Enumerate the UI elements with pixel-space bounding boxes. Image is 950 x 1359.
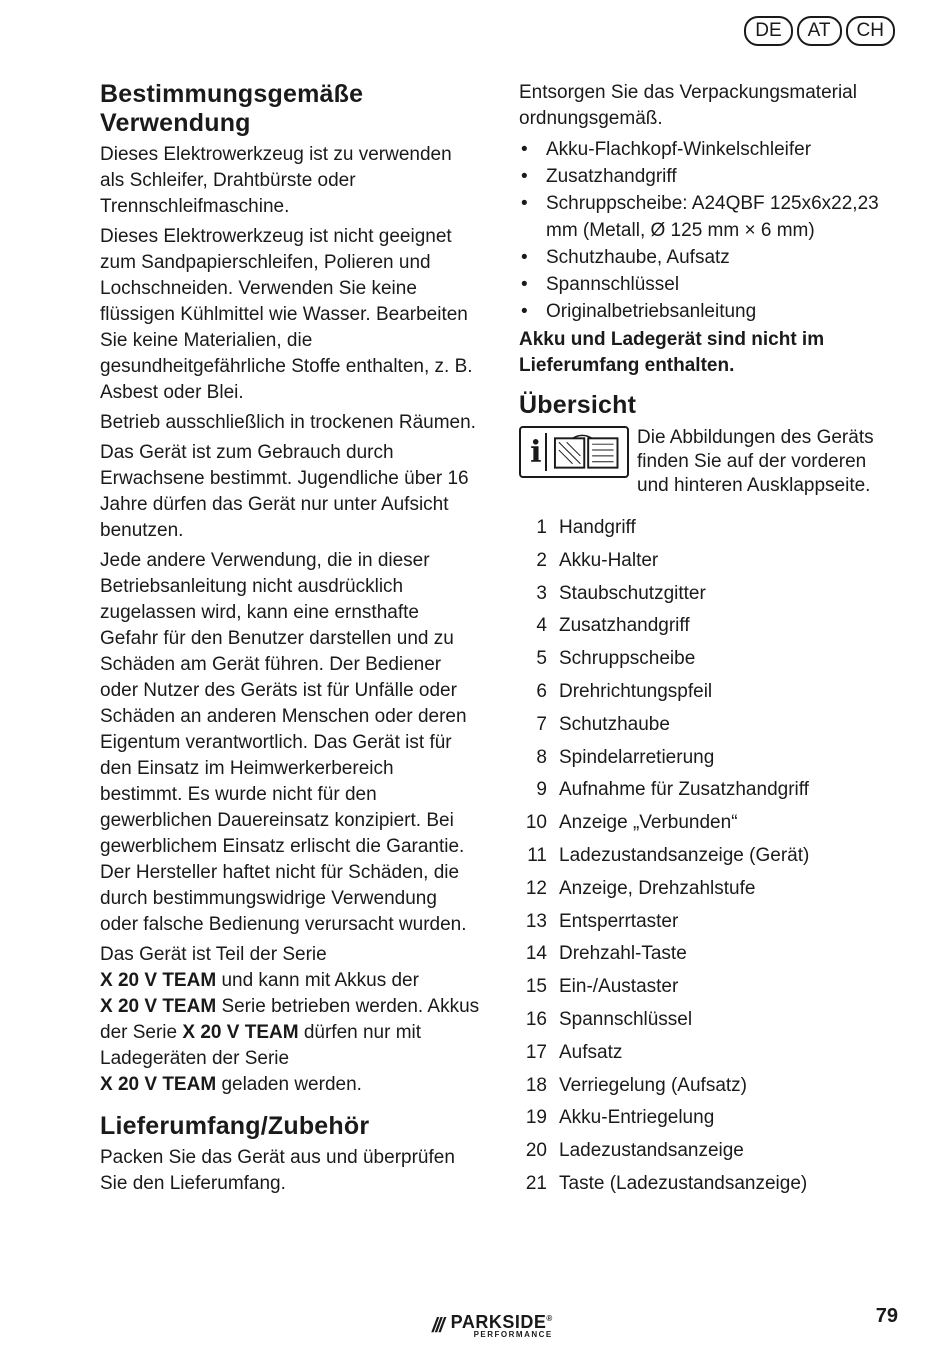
list-item: • Originalbetriebsanleitung [521,301,757,322]
part-number: 16 [525,1008,547,1030]
paragraph-dry-rooms: Betrieb ausschließlich in trockenen Räumen. [100,412,476,433]
delivery-list [519,136,899,325]
language-badges [744,16,895,46]
part-label: Drehrichtungspfeil [559,680,713,702]
part-number: 19 [525,1107,547,1129]
paragraph-use: Dieses Elektrowerkzeug ist zu verwenden als Schleifer, Drahtbürste oder Trennschleifmaschine. [100,144,452,217]
part-label: Ladezustandsanzeige [559,1140,744,1162]
paragraph-unpack: Packen Sie das Gerät aus und überprüfen Sie den Lieferumfang. [100,1147,455,1194]
part-number: 3 [536,582,547,604]
part-item [519,709,899,742]
part-item [519,938,899,971]
part-item [519,742,899,775]
list-item: • Spannschlüssel [521,274,680,295]
part-item [519,578,899,611]
series-name: X 20 V TEAM [100,996,217,1017]
part-item [519,1102,899,1135]
right-column [519,80,899,1201]
page-number: 79 [875,1305,898,1327]
part-item [519,610,899,643]
paragraph-not-suitable: Dieses Elektrowerkzeug ist nicht geeignet zum Sandpapierschleifen, Polieren und Lochschneiden. Verwenden Sie keine flüssigen Kühlmittel wie Wasser. Bearbeiten Sie keine Materialien, die gesundheitgefährliche Stoffe enthalten, z. B. Asbest oder Blei. [100,226,473,403]
part-item [519,1168,899,1201]
part-number: 12 [525,877,547,899]
part-label: Akku-Halter [559,549,659,571]
section-title-scope-of-delivery: Lieferumfang/Zubehör [100,1112,370,1140]
part-number: 7 [536,713,547,735]
series-name: X 20 V TEAM [182,1022,299,1043]
paragraph-dispose: Entsorgen Sie das Verpackungsmaterial ordnungsgemäß. [519,82,857,129]
part-label: Staubschutzgitter [559,582,706,604]
part-number: 4 [536,615,547,637]
part-label: Entsperrtaster [559,910,679,932]
part-label: Ein-/Austaster [559,976,679,998]
part-number: 5 [536,648,547,670]
part-label: Anzeige „Verbunden“ [559,812,738,834]
part-item [519,512,899,545]
logo-subline: PERFORMANCE [473,1330,553,1339]
logo-stripes-icon: /// [432,1314,443,1337]
part-item [519,1135,899,1168]
info-text: Die Abbildungen des Geräts finden Sie auf der vorderen und hinteren Ausklappseite. [637,427,874,496]
section-title-overview: Übersicht [519,391,637,419]
part-label: Schutzhaube [559,713,670,735]
part-label: Zusatzhandgriff [559,615,690,637]
badge-at: AT [797,16,842,46]
badge-ch: CH [846,16,895,46]
part-item [519,807,899,840]
part-number: 15 [525,976,547,998]
part-number: 11 [527,844,547,866]
part-label: Verriegelung (Aufsatz) [559,1074,747,1096]
part-number: 18 [525,1074,547,1096]
parts-list [519,512,899,1201]
parkside-logo: /// PARKSIDE® PERFORMANCE [432,1312,553,1339]
series-name: X 20 V TEAM [100,970,217,991]
left-column [100,80,480,1201]
part-item [519,1004,899,1037]
part-label: Schruppscheibe [559,648,696,670]
part-number: 9 [536,779,547,801]
part-number: 21 [525,1172,547,1194]
part-item [519,873,899,906]
part-label: Ladezustandsanzeige (Gerät) [559,844,810,866]
list-item: • Akku-Flachkopf-Winkelschleifer [521,139,812,160]
part-label: Spannschlüssel [559,1008,693,1030]
part-number: 14 [525,943,547,965]
list-item: • Zusatzhandgriff [521,166,677,187]
part-label: Aufnahme für Zusatzhandgriff [559,779,809,801]
part-number: 20 [525,1140,547,1162]
info-manual-icon: i [519,426,629,478]
part-number: 2 [536,549,547,571]
part-label: Spindelarretierung [559,746,715,768]
part-label: Taste (Ladezustandsanzeige) [559,1172,808,1194]
note-battery-not-included: Akku und Ladegerät sind nicht im Lieferumfang enthalten. [519,329,825,376]
part-item [519,676,899,709]
part-label: Drehzahl-Taste [559,943,687,965]
part-number: 6 [536,680,547,702]
part-item [519,840,899,873]
part-number: 1 [536,517,547,538]
part-number: 13 [525,910,547,932]
part-number: 8 [536,746,547,768]
part-item [519,1037,899,1070]
part-item [519,643,899,676]
paragraph-other-use: Jede andere Verwendung, die in dieser Betriebsanleitung nicht ausdrücklich zugelassen wird, kann eine ernsthafte Gefahr für den Benutzer darstellen und zu Schäden am Gerät führen. Der Bediener oder Nutzer des Geräts ist für Unfälle oder Schäden an anderen Menschen oder deren Eigentum verantwortlich. Das Gerät ist für den Einsatz im Heimwerkerbereich bestimmt. Es wurde nicht für den gewerblichen Dauereinsatz konzipiert. Bei gewerblichem Einsatz erlischt die Garantie. Der Hersteller haftet nicht für Schäden, die durch bestimmungswidrige Verwendung oder falsche Bedienung verursacht wurden. [100,550,467,935]
info-note [519,426,899,498]
part-label: Handgriff [559,517,636,538]
part-item [519,774,899,807]
logo-wordmark: PARKSIDE [450,1312,547,1332]
part-item [519,906,899,939]
list-item: • Schutzhaube, Aufsatz [521,247,730,268]
part-label: Anzeige, Drehzahlstufe [559,877,756,899]
part-label: Aufsatz [559,1041,623,1063]
part-item [519,1070,899,1103]
list-item: • Schruppscheibe: A24QBF 125x6x22,23 mm (Metall, Ø 125 mm × 6 mm) [521,193,879,241]
part-number: 17 [525,1041,547,1063]
series-name: X 20 V TEAM [100,1074,217,1095]
part-item [519,545,899,578]
section-title-intended-use: Bestimmungsgemäße Verwendung [100,80,364,137]
badge-de: DE [744,16,792,46]
paragraph-series: Das Gerät ist Teil der Serie X 20 V TEAM und kann mit Akkus der X 20 V TEAM Serie betrieben werden. Akkus der Serie X 20 V TEAM dürfen nur mit Ladegeräten der Serie X 20 V TEAM geladen werden. [100,944,480,1095]
paragraph-adults: Das Gerät ist zum Gebrauch durch Erwachsene bestimmt. Jugendliche über 16 Jahre dürfen das Gerät nur unter Aufsicht benutzen. [100,442,469,541]
part-number: 10 [525,812,547,834]
part-item [519,971,899,1004]
part-label: Akku-Entriegelung [559,1107,715,1129]
